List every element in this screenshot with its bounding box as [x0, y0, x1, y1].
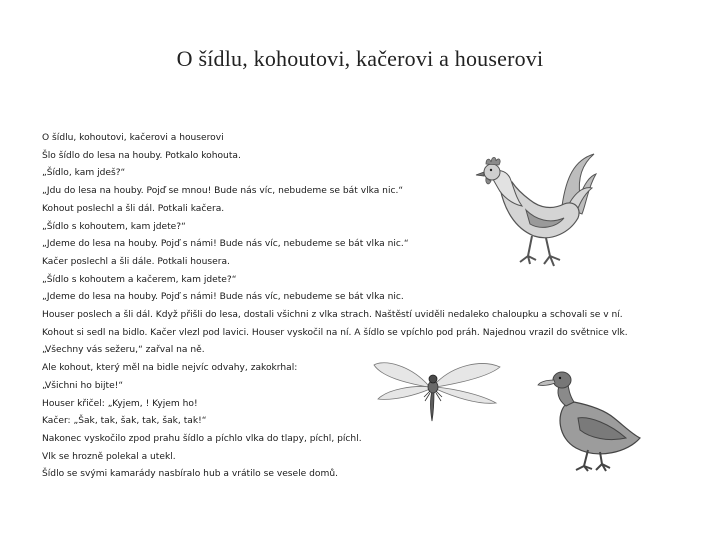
story-line: Kohout poslechl a šli dál. Potkali kačera.: [42, 203, 225, 214]
story-line: O šídlu, kohoutovi, kačerovi a houserovi: [42, 133, 224, 143]
story-line: „Šídlo, kam jdeš?“: [42, 168, 126, 179]
story-line: „Šídlo s kohoutem a kačerem, kam jdete?“: [42, 274, 237, 285]
story-line: „Jdeme do lesa na houby. Pojď s námi! Bude nás víc, nebudeme se bát vlka nic.“: [42, 239, 409, 250]
dragonfly-illustration: [370, 355, 510, 425]
story-line: Vlk se hrozně polekal a utekl.: [42, 451, 176, 462]
duck-illustration: [536, 368, 646, 472]
story-line: „Jdeme do lesa na houby. Pojď s námi! Bude nás víc, nebudeme se bát vlka nic.: [42, 292, 404, 303]
story-line: Kačer poslechl a šli dále. Potkali housera.: [42, 256, 230, 267]
story-line: „Všichni ho bijte!“: [42, 380, 124, 391]
story-line: Nakonec vyskočilo zpod prahu šídlo a píchlo vlka do tlapy, píchl, píchl.: [42, 433, 362, 444]
story-line: Šídlo se svými kamarády nasbíralo hub a vrátilo se vesele domů.: [42, 469, 338, 480]
story-line: „Šídlo s kohoutem, kam jdete?“: [42, 221, 186, 232]
story-line: Kačer: „Šak, tak, šak, tak, šak, tak!“: [42, 416, 207, 427]
story-line: „Jdu do lesa na houby. Pojď se mnou! Bude nás víc, nebudeme se bát vlka nic.“: [42, 186, 404, 197]
story-line: „Všechny vás sežeru,“ zařval na ně.: [42, 345, 205, 356]
story-line: Houser křičel: „Kyjem, ! Kyjem ho!: [42, 398, 198, 409]
story-line: Houser poslech a šli dál. Když přišli do lesa, dostali všichni z vlka strach. Naštěstí uviděli nedaleko chaloupku a schovali se v ní.: [42, 310, 623, 321]
story-line: Šlo šídlo do lesa na houby. Potkalo kohouta.: [42, 150, 241, 161]
story-line: Ale kohout, který měl na bidle nejvíc odvahy, zakokrhal:: [42, 363, 298, 374]
slide-title: O šídlu, kohoutovi, kačerovi a houserovi: [176, 46, 544, 71]
story-line: Kohout si sedl na bidlo. Kačer vlezl pod lavici. Houser vyskočil na ní. A šídlo se vpíchlo pod práh. Najednou vrazil do světnice vlk.: [42, 327, 628, 338]
rooster-illustration: [470, 148, 598, 272]
